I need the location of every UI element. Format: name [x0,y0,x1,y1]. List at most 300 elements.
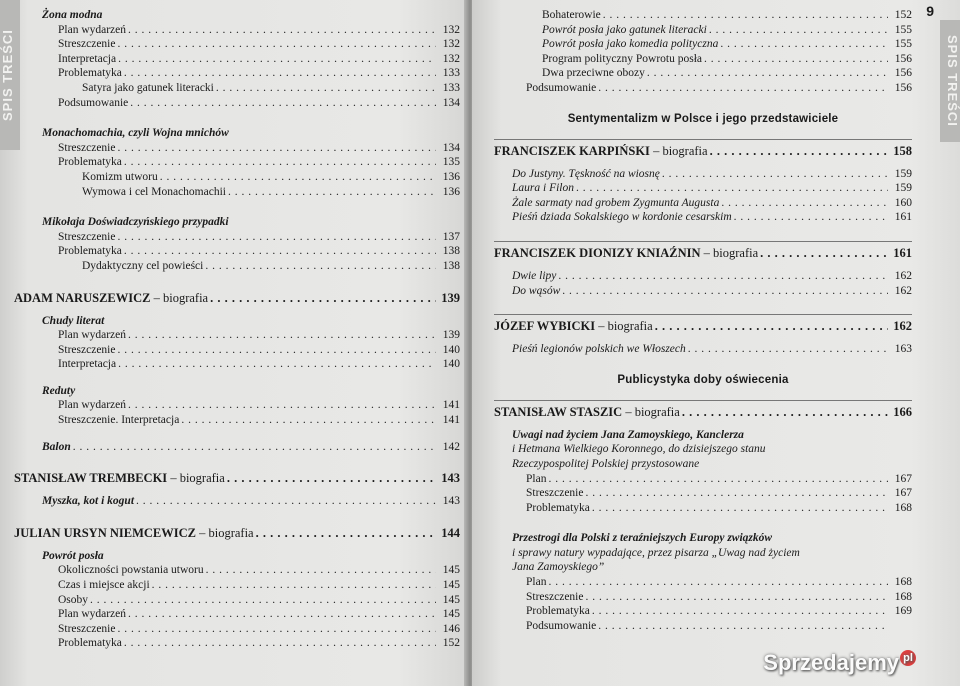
toc-entry-label [58,155,122,170]
toc-entry [14,259,460,274]
toc-entry-label [82,259,203,274]
leader-dots [682,404,888,420]
toc-entry-label [58,413,179,428]
toc-entry-label [58,607,126,622]
spacer [494,388,912,396]
toc-entry [14,384,460,399]
spacer [494,127,912,135]
toc-entry-label [42,215,229,230]
leader-dots [136,494,436,509]
toc-entry [14,155,460,170]
leader-dots [118,52,436,67]
toc-entry-label [58,141,115,156]
toc-entry-label [58,23,126,38]
spacer [14,274,460,290]
page-ref: 132 [442,52,460,65]
toc-entry-label [14,290,208,306]
toc-entry-text: Podsumowanie [526,81,597,94]
divider [494,139,912,140]
page-ref: 146 [442,622,460,635]
page-ref: 134 [442,141,460,154]
leader-dots [206,563,436,578]
toc-author [14,470,460,486]
toc-entry-text: JÓZEF WYBICKI [494,319,596,334]
leader-dots [548,575,888,590]
toc-entry [494,81,912,96]
toc-entry [494,210,912,225]
toc-entry-text: Problematyka [58,637,122,650]
page-ref: 139 [442,329,460,342]
toc-entry-text: Plan [526,472,547,485]
page-ref: 160 [894,196,912,209]
page-ref: 136 [442,185,460,198]
toc-entry-text: FRANCISZEK KARPIŃSKI [494,143,650,158]
toc-entry [494,604,912,619]
leader-dots [160,170,436,185]
toc-entry [494,501,912,516]
leader-dots [228,185,436,200]
toc-entry-label [58,636,122,651]
toc-entry-text: Osoby [58,593,89,606]
toc-author [494,143,912,159]
leader-dots [128,328,436,343]
leader-dots [598,619,888,634]
author-bio-label: – biografia [649,143,708,158]
spacer [494,96,912,112]
toc-entry-text: Pieśń dziada Sokalskiego w kordonie cesarskim [512,211,732,224]
page-ref: 139 [441,290,460,305]
toc-entry-text: Okoliczności powstania utworu [58,564,204,577]
toc-entry-text: Plan wydarzeń [58,399,127,412]
toc-entry-text: Podsumowanie [526,619,597,632]
toc-entry [494,8,912,23]
toc-entry-label [82,170,158,185]
spacer [494,357,912,373]
toc-entry-text: Streszczenie [526,487,584,500]
toc-entry-label [526,81,596,96]
toc-entry-text: Streszczenie [58,38,116,51]
toc-entry-label [58,622,115,637]
toc-entry-label [526,472,546,487]
page-ref: 141 [442,414,460,427]
page-ref: 161 [894,211,912,224]
toc-entry-text: Podsumowanie [58,96,129,109]
page-ref: 132 [442,23,460,36]
toc-entry [14,314,460,329]
toc-entry-label [42,8,102,23]
left-page [0,0,468,686]
leader-dots [73,440,436,455]
spacer [14,454,460,470]
toc-entry-text: STANISŁAW TREMBECKI [14,471,168,486]
toc-entry [14,215,460,230]
page-ref: 158 [893,143,912,158]
toc-entry-label [58,398,126,413]
section-heading: Sentymentalizm w Polsce i jego przedstawiciele [567,112,839,125]
toc-entry [14,593,460,608]
toc-entry-text: Czas i miejsce akcji [58,579,150,592]
page-ref: 152 [894,9,912,21]
toc-entry-text: Chudy literat [42,314,105,327]
toc-entry [14,66,460,81]
toc-entry [14,440,460,455]
side-tab-left: SPIS TREŚCI [0,0,20,150]
toc-entry [494,284,912,299]
leader-dots [558,269,888,284]
toc-entry [14,23,460,38]
leader-dots [647,66,888,81]
toc-entry-label [526,501,590,516]
toc-entry [494,575,912,590]
author-bio-label: – biografia [595,319,653,334]
toc-entry [14,549,460,564]
toc-entry-text: Żale sarmaty nad grobem Zygmunta Augusta [512,196,720,209]
toc-entry-label [542,66,645,81]
toc-entry [494,23,912,38]
toc-entry-text: Program polityczny Powrotu posła [542,52,703,65]
toc-author [494,245,912,261]
toc-entry-title: Rzeczypospolitej Polskiej przystosowane [512,457,700,470]
toc-entry-line [494,457,912,472]
toc-entry-label [58,328,126,343]
divider [494,241,912,242]
toc-entry-label [58,357,116,372]
toc-entry-label [494,404,680,420]
leader-dots [210,290,436,306]
page-ref: 159 [894,167,912,180]
spacer [494,334,912,342]
toc-entry [494,486,912,501]
toc-entry-line [494,428,912,443]
leader-dots [117,622,436,637]
leader-dots [181,413,436,428]
toc-entry-text: Dwie lipy [512,269,557,282]
page-ref: 142 [442,440,460,453]
toc-entry-title: Uwagi nad życiem Jana Zamoyskiego, Kanclerza [512,428,744,441]
toc-entry [14,343,460,358]
toc-entry-text: Dwa przeciwne obozy [542,67,645,80]
toc-entry [14,494,460,509]
toc-entry-line [494,442,912,457]
author-bio-label: – biografia [195,525,254,540]
page-ref: 168 [894,576,912,589]
leader-dots [548,472,888,487]
toc-entry-label [526,486,583,501]
toc-entry-label [42,314,104,329]
toc-entry-title: i sprawy natury wypadające, przez pisarza „Uwag nad życiem [512,546,800,559]
leader-dots [117,37,436,52]
spacer [14,486,460,494]
page-ref: 156 [894,52,912,65]
toc-entry-text: Myszka, kot i kogut [42,495,135,508]
toc-entry-text: Interpretacja [58,52,117,65]
page-ref: 155 [894,23,912,36]
page-ref: 166 [893,404,912,419]
toc-entry-text: Do wąsów [512,284,561,297]
toc-entry [14,622,460,637]
toc-entry-label [512,342,686,357]
leader-dots [734,210,888,225]
section-heading: Publicystyka doby oświecenia [617,373,789,386]
toc-entry-label [14,470,225,486]
page-ref: 138 [442,259,460,272]
leader-dots [710,143,888,159]
page-ref: 135 [442,156,460,169]
page-ref: 169 [894,605,912,618]
toc-entry [14,578,460,593]
toc-entry-text: FRANCISZEK DIONIZY KNIAŹNIN [494,245,701,260]
toc-entry-text: Streszczenie [526,590,584,603]
toc-entry [494,52,912,67]
page-ref: 162 [893,319,912,334]
toc-entry-title: Jana Zamoyskiego” [512,561,605,574]
leader-dots [117,343,436,358]
watermark-text: Sprzedajemy [763,650,899,675]
toc-entry [14,81,460,96]
toc-entry-label [512,196,719,211]
page-ref: 152 [442,637,460,650]
toc-entry-label [542,52,702,67]
toc-entry-text: Reduty [42,384,76,397]
page-ref: 156 [894,81,912,94]
toc-entry-label [542,8,601,23]
toc-entry-label [82,81,214,96]
toc-entry-text: Plan [526,576,547,589]
page-ref: 145 [442,593,460,606]
toc-entry [494,66,912,81]
leader-dots [576,181,888,196]
toc-entry-text: STANISŁAW STASZIC [494,404,623,419]
leader-dots [709,23,888,38]
toc-entry-label [58,343,115,358]
leader-dots [128,398,436,413]
toc-entry-text: Żona modna [42,9,103,21]
divider [494,400,912,401]
leader-dots [130,96,436,111]
toc-entry-line [494,546,912,561]
spacer [14,541,460,549]
leader-dots [662,167,888,182]
toc-entry-title: Przestrogi dla Polski z teraźniejszych Europy związków [512,532,773,545]
toc-entry-label [14,525,254,541]
toc-entry-label [512,181,574,196]
toc-entry-label [494,318,653,334]
page-ref: 137 [442,230,460,243]
page-ref: 140 [442,343,460,356]
page-ref: 167 [894,472,912,485]
toc-entry-label [58,37,115,52]
page-ref: 168 [894,501,912,514]
toc-entry-text: Komizm utworu [82,170,158,183]
toc-entry-label [512,269,556,284]
toc-entry [14,141,460,156]
spacer [494,420,912,428]
spacer [14,199,460,215]
page-ref: 132 [442,38,460,51]
page-ref: 136 [442,170,460,183]
spacer [494,261,912,269]
leader-dots [603,8,888,23]
toc-entry-text: Dydaktyczny cel powieści [82,259,204,272]
toc-entry-text: Streszczenie [58,230,116,243]
toc-entry [14,244,460,259]
toc-entry-text: ADAM NARUSZEWICZ [14,290,151,305]
spacer [494,225,912,237]
spacer [14,509,460,525]
leader-dots [592,604,888,619]
page-ref: 134 [442,96,460,109]
toc-entry [14,398,460,413]
toc-entry-label [542,37,718,52]
leader-dots [128,607,436,622]
toc-entry-label [42,440,71,455]
spacer [494,159,912,167]
left-toc [14,8,460,651]
toc-entry-text: Problematyka [58,245,122,258]
page-ref: 141 [442,399,460,412]
toc-entry-text: Streszczenie [58,141,116,154]
watermark-logo [763,650,916,676]
toc-entry-text: Plan wydarzeń [58,329,127,342]
page-ref: 133 [442,81,460,94]
toc-entry-label [512,284,560,299]
toc-entry-label [526,619,596,634]
toc-entry-label [58,66,122,81]
leader-dots [118,357,436,372]
spacer [494,515,912,531]
toc-entry-title: i Hetmana Wielkiego Koronnego, do dzisiejszego stanu [512,443,766,456]
toc-entry-text: Streszczenie. Interpretacja [58,414,180,427]
leader-dots [598,81,888,96]
leader-dots [124,66,436,81]
author-bio-label: – biografia [700,245,759,260]
leader-dots [704,52,888,67]
leader-dots [256,525,436,541]
toc-entry-text: Plan wydarzeń [58,608,127,621]
author-bio-label: – biografia [167,471,225,486]
toc-entry [494,342,912,357]
toc-entry [14,328,460,343]
toc-entry-text: Wymowa i cel Monachomachii [82,185,226,198]
page-ref: 168 [894,590,912,603]
toc-entry-text: Do Justyny. Tęskność na wiosnę [512,167,660,180]
toc-entry [494,167,912,182]
toc-entry-label [58,593,88,608]
spacer [494,298,912,310]
toc-entry-text: Powrót posła jako komedia polityczna [542,38,719,51]
toc-entry-label [42,494,134,509]
leader-dots [720,37,888,52]
side-tab-right: SPIS TREŚCI [940,20,960,142]
toc-entry-label [494,143,708,159]
toc-entry-text: Powrót posła [42,549,104,562]
toc-entry-line [494,531,912,546]
toc-author [14,290,460,306]
page-ref: 145 [442,608,460,621]
toc-entry-label [42,549,104,564]
toc-entry [14,8,460,23]
page-ref: 140 [442,358,460,371]
toc-entry-label [58,563,204,578]
toc-entry [14,52,460,67]
toc-entry-text: Problematyka [526,501,590,514]
toc-entry [14,413,460,428]
leader-dots [721,196,888,211]
toc-entry-text: Problematyka [58,67,122,80]
leader-dots [592,501,888,516]
toc-entry-label [58,578,150,593]
toc-entry-text: Plan wydarzeń [58,23,127,36]
toc-entry [494,269,912,284]
page-ref: 155 [894,38,912,51]
leader-dots [585,590,888,605]
leader-dots [90,593,436,608]
toc-entry-text: Streszczenie [58,622,116,635]
toc-entry-text: Bohaterowie [542,9,601,21]
divider [494,314,912,315]
toc-entry-text: Satyra jako gatunek literacki [82,81,214,94]
toc-entry-label [58,244,122,259]
leader-dots [128,23,436,38]
right-page [472,0,960,686]
page-ref: 145 [442,564,460,577]
toc-entry-label [42,384,75,399]
spacer [14,372,460,384]
page-ref: 138 [442,245,460,258]
toc-entry [14,185,460,200]
toc-entry-line [494,560,912,575]
leader-dots [205,259,436,274]
toc-entry-label [526,604,590,619]
page-number: 9 [926,3,934,19]
spacer [14,306,460,314]
toc-entry-label [58,230,115,245]
toc-entry-label [494,245,758,261]
page-ref: 167 [894,487,912,500]
toc-entry-label [42,126,229,141]
right-toc [494,8,912,633]
leader-dots [124,636,436,651]
toc-entry-text: Problematyka [58,156,122,169]
toc-entry-text: Laura i Filon [512,182,574,195]
toc-entry [494,37,912,52]
toc-entry-label [58,52,116,67]
toc-entry [494,181,912,196]
toc-entry-text: Mikołaja Doświadczyńskiego przypadki [42,216,229,229]
toc-entry-label [526,575,546,590]
toc-entry [14,607,460,622]
page-ref: 144 [441,525,460,540]
leader-dots [562,284,888,299]
toc-entry-text: Streszczenie [58,343,116,356]
leader-dots [117,230,436,245]
toc-entry [14,126,460,141]
toc-entry [14,636,460,651]
toc-entry-text: Interpretacja [58,358,117,371]
page-ref: 162 [894,269,912,282]
toc-entry-label [58,96,128,111]
page-ref: 145 [442,579,460,592]
toc-entry [494,590,912,605]
toc-entry-label [512,210,732,225]
page-ref: 156 [894,67,912,80]
toc-entry-label [512,167,660,182]
leader-dots [124,244,436,259]
spacer [14,428,460,440]
toc-entry [14,357,460,372]
watermark-badge: pl [900,650,916,666]
toc-author [494,318,912,334]
